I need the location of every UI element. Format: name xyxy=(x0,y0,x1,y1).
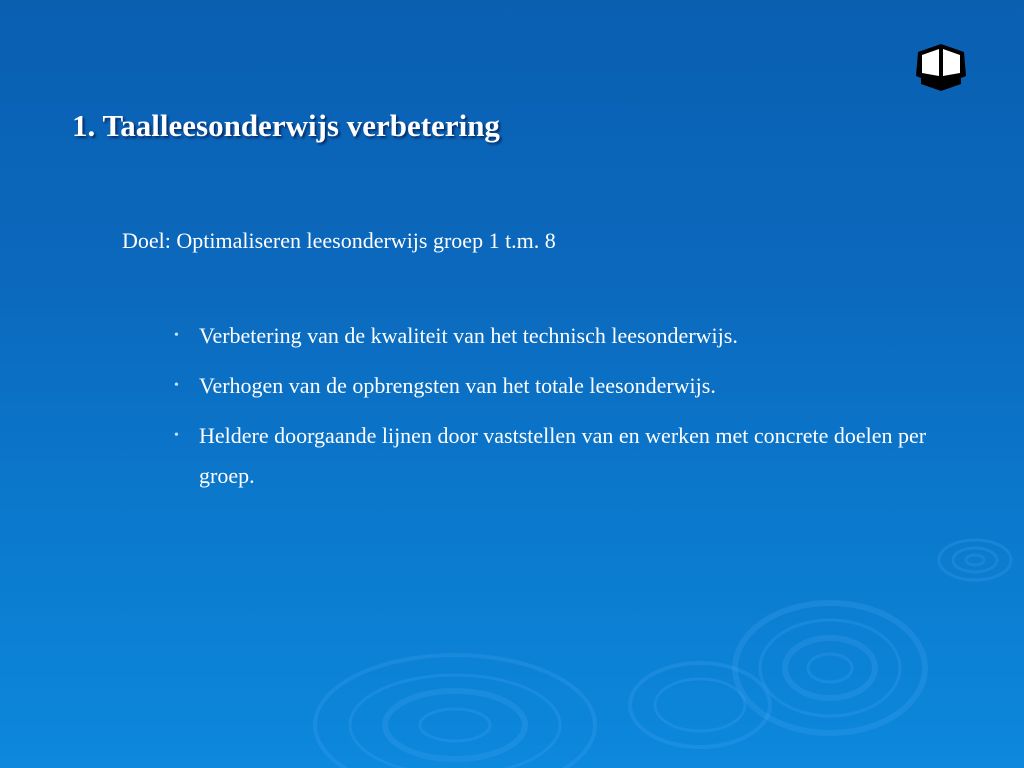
slide-title: 1. Taalleesonderwijs verbetering xyxy=(72,108,500,143)
list-item xyxy=(172,366,972,406)
bullet-text: Verhogen van de opbrengsten van het totale leesonderwijs. xyxy=(199,373,716,398)
bullet-text: Verbetering van de kwaliteit van het technisch leesonderwijs. xyxy=(199,323,738,348)
bullet-marker: • xyxy=(174,378,179,393)
list-item xyxy=(172,316,972,356)
bullet-marker: • xyxy=(174,328,179,343)
goal-text: Doel: Optimaliseren leesonderwijs groep 1 t.m. 8 xyxy=(122,228,556,253)
bullet-list xyxy=(172,316,972,506)
list-item xyxy=(172,416,972,496)
bullet-marker: • xyxy=(174,428,179,443)
open-book-icon xyxy=(912,40,970,94)
bullet-text: Heldere doorgaande lijnen door vaststellen van en werken met concrete doelen per groep. xyxy=(199,423,927,488)
